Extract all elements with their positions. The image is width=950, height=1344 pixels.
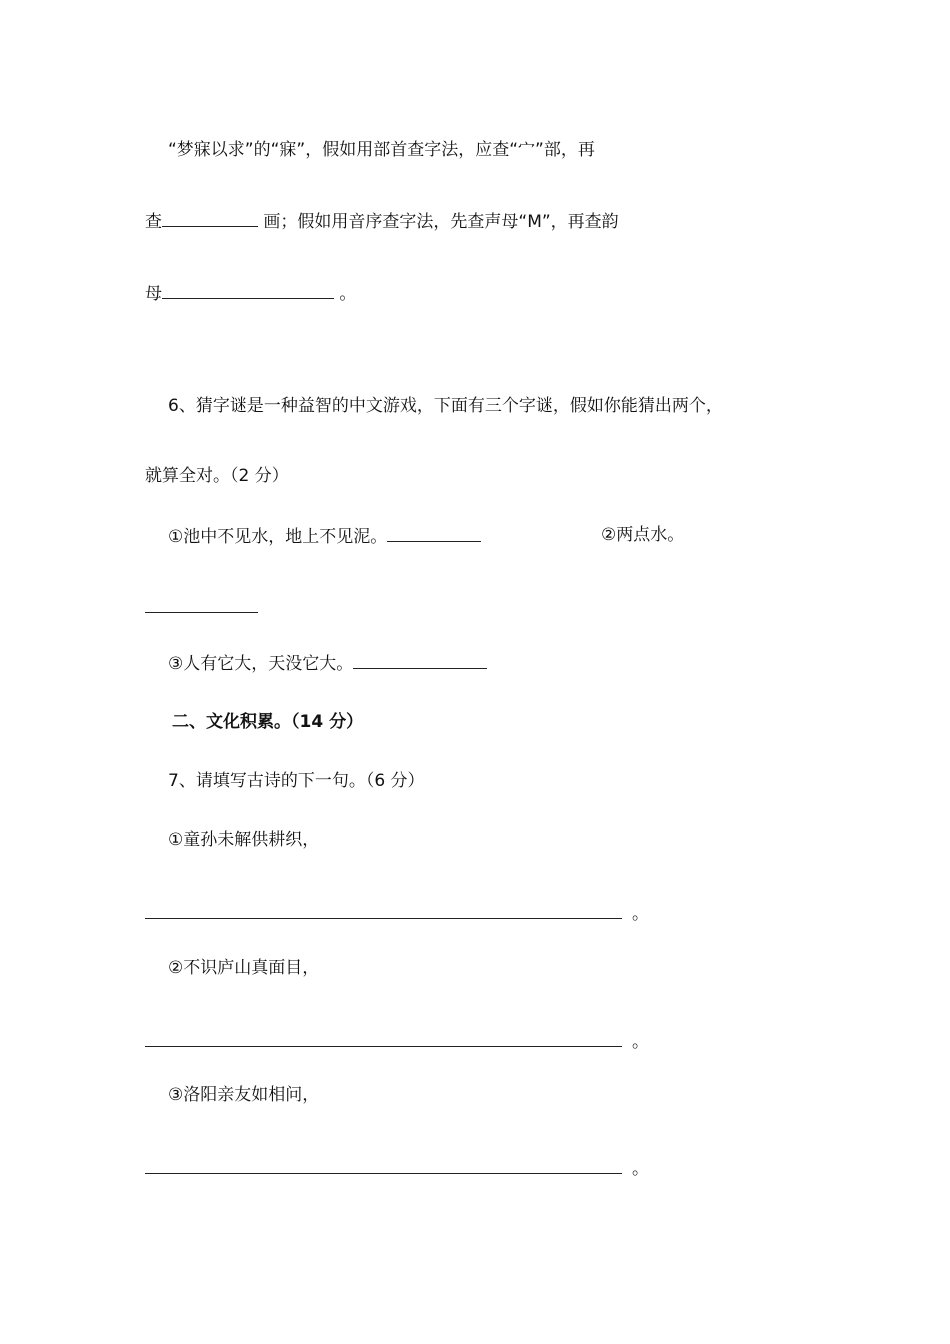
- q7-title: 7、请填写古诗的下一句。（6 分）: [168, 771, 425, 791]
- riddle-3-answer-blank[interactable]: [353, 650, 487, 669]
- q5-line2-prefix: 查: [145, 212, 162, 232]
- poem-2-answer-blank[interactable]: [145, 1028, 622, 1047]
- riddle-1-answer-blank[interactable]: [387, 523, 481, 542]
- q5-line3-prefix: 母: [145, 284, 162, 304]
- riddle-2-row: [145, 594, 258, 620]
- q5-line3-suffix: 。: [334, 284, 357, 304]
- section-2-title: 二、文化积累。（14 分）: [172, 712, 364, 732]
- poem-3-answer-row: [145, 1155, 649, 1181]
- q5-line2: [145, 208, 619, 234]
- poem-1-answer-blank[interactable]: [145, 900, 622, 919]
- poem-1-prompt: ①童孙未解供耕织，: [168, 830, 320, 850]
- poem-3-end-mark: 。: [632, 1159, 649, 1179]
- q6-line2: 就算全对。（2 分）: [145, 466, 289, 486]
- riddle-2-text: ②两点水。: [601, 525, 685, 545]
- riddle-1-text: ①池中不见水，地上不见泥。: [168, 527, 388, 547]
- q5-line3: [145, 280, 356, 306]
- poem-2-prompt: ②不识庐山真面目，: [168, 958, 320, 978]
- q5-line1: “梦寐以求”的“寐”，假如用部首查字法，应查“宀”部，再: [168, 140, 595, 160]
- poem-2-end-mark: 。: [632, 1032, 649, 1052]
- poem-1-answer-row: [145, 900, 649, 926]
- poem-3-answer-blank[interactable]: [145, 1155, 622, 1174]
- stroke-count-blank[interactable]: [162, 208, 258, 227]
- final-sound-blank[interactable]: [162, 280, 334, 299]
- q5-line2-suffix: 画；假如用音序查字法，先查声母“M”，再查韵: [258, 212, 619, 232]
- riddle-1-row: [168, 523, 481, 549]
- riddle-2-answer-blank[interactable]: [145, 594, 258, 613]
- poem-2-answer-row: [145, 1028, 649, 1054]
- riddle-3-row: [168, 650, 487, 676]
- poem-3-prompt: ③洛阳亲友如相问，: [168, 1085, 320, 1105]
- poem-1-end-mark: 。: [632, 904, 649, 924]
- riddle-3-text: ③人有它大，天没它大。: [168, 654, 354, 674]
- q6-line1: 6、猜字谜是一种益智的中文游戏，下面有三个字谜，假如你能猜出两个，: [168, 396, 723, 416]
